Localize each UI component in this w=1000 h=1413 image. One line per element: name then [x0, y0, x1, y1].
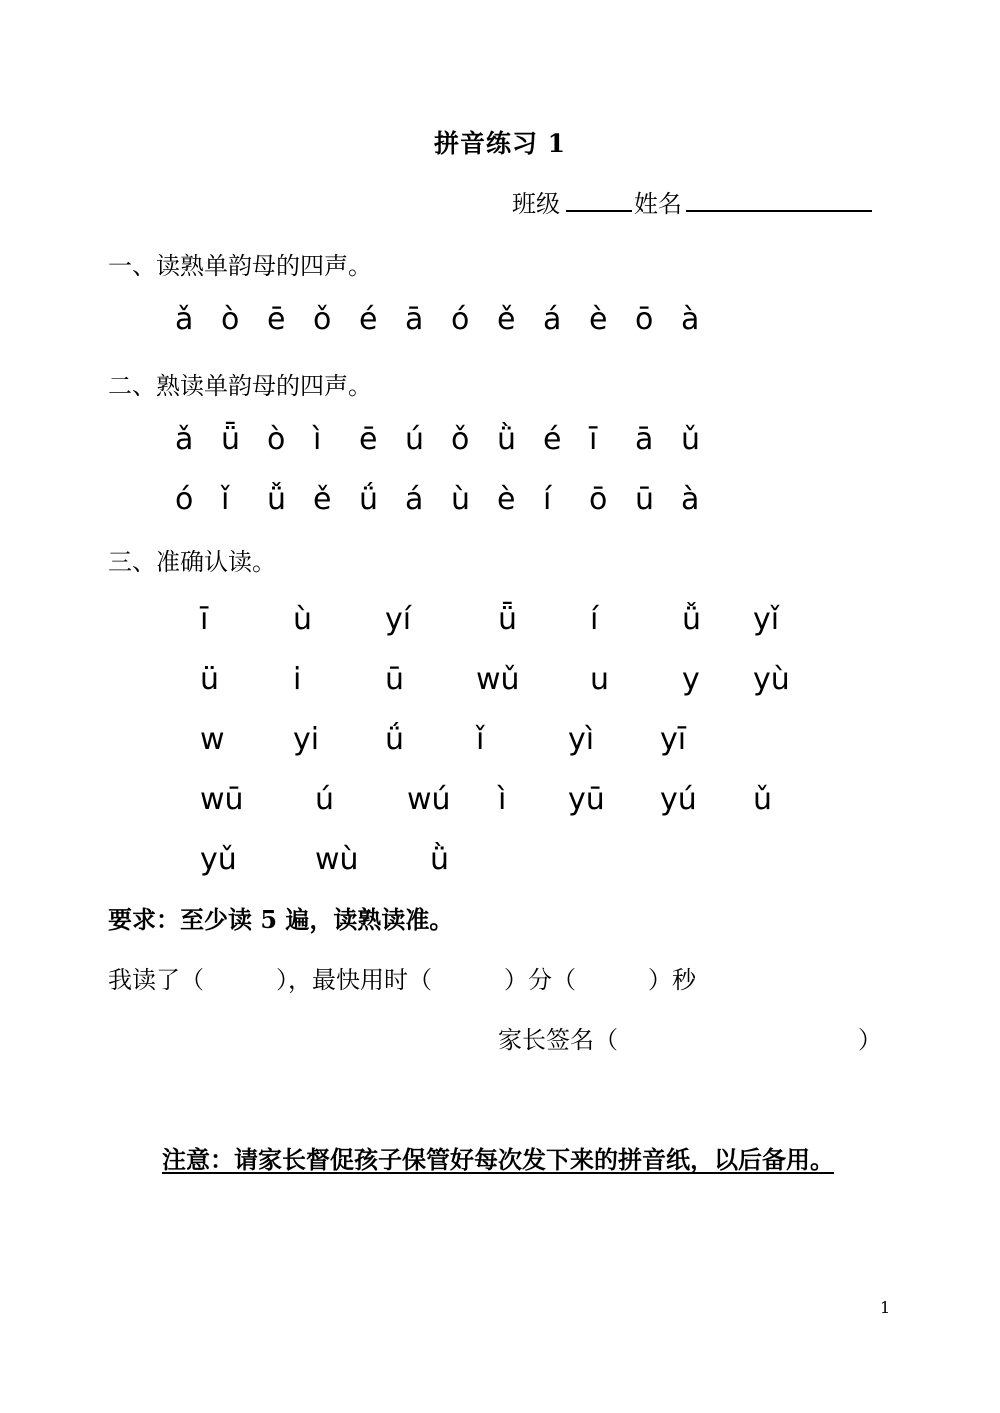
pinyin-syllable: ǎ	[175, 302, 194, 337]
name-label: 姓名	[634, 190, 682, 218]
pinyin-syllable: ì	[313, 422, 322, 457]
pinyin-syllable: ā	[405, 302, 424, 337]
pinyin-syllable: w	[200, 722, 225, 757]
pinyin-syllable: yǔ	[200, 842, 237, 877]
pinyin-syllable: é	[543, 422, 562, 457]
pinyin-syllable: yū	[568, 782, 605, 817]
pinyin-syllable: à	[681, 482, 700, 517]
pinyin-syllable: ē	[359, 422, 378, 457]
pinyin-syllable: ě	[313, 482, 332, 517]
requirement-text: 要求：至少读 5 遍，读熟读准。	[108, 905, 454, 934]
pinyin-syllable: ū	[385, 662, 405, 697]
pinyin-syllable: ǜ	[430, 842, 450, 877]
pinyin-syllable: ī	[200, 602, 209, 637]
pinyin-syllable: yí	[385, 602, 412, 637]
pinyin-syllable: ǖ	[221, 422, 241, 457]
pinyin-syllable: é	[359, 302, 378, 337]
pinyin-syllable: wū	[200, 782, 244, 817]
pinyin-syllable: ò	[221, 302, 240, 337]
pinyin-syllable: ǎ	[175, 422, 194, 457]
pinyin-syllable: ü	[200, 662, 220, 697]
pinyin-syllable: ǘ	[385, 722, 405, 757]
pinyin-syllable: u	[590, 662, 610, 697]
pinyin-syllable: ǔ	[681, 422, 701, 457]
pinyin-syllable: ò	[267, 422, 286, 457]
pinyin-syllable: ǐ	[221, 482, 230, 517]
pinyin-syllable: á	[405, 482, 424, 517]
pinyin-syllable: è	[589, 302, 608, 337]
pinyin-syllable: wú	[407, 782, 451, 817]
pinyin-syllable: ū	[635, 482, 655, 517]
pinyin-syllable: ú	[405, 422, 425, 457]
pinyin-syllable: y	[682, 662, 700, 697]
pinyin-syllable: wǔ	[476, 662, 520, 697]
pinyin-syllable: ē	[267, 302, 286, 337]
parent-signature[interactable]: 家长签名（ ）	[498, 1026, 882, 1054]
pinyin-syllable: ǐ	[476, 722, 485, 757]
pinyin-syllable: ó	[451, 302, 470, 337]
name-blank-line[interactable]	[686, 184, 872, 212]
pinyin-syllable: wù	[315, 842, 359, 877]
page-title: 拼音练习 1	[433, 129, 567, 158]
pinyin-syllable: ù	[293, 602, 313, 637]
reading-record[interactable]: 我读了（ ），最快用时（ ）分（ ）秒	[108, 966, 696, 994]
pinyin-syllable: yù	[753, 662, 790, 697]
pinyin-syllable: ì	[498, 782, 507, 817]
section2-pinyin-row-1	[175, 422, 727, 457]
pinyin-syllable: i	[293, 662, 302, 697]
pinyin-syllable: ǚ	[682, 602, 702, 637]
pinyin-syllable: á	[543, 302, 562, 337]
pinyin-syllable: yǐ	[753, 602, 780, 637]
pinyin-syllable: ǒ	[313, 302, 332, 337]
pinyin-syllable: ǘ	[359, 482, 379, 517]
pinyin-syllable: ō	[635, 302, 654, 337]
class-label: 班级	[512, 190, 560, 218]
pinyin-syllable: yú	[660, 782, 697, 817]
pinyin-syllable: ǚ	[267, 482, 287, 517]
pinyin-syllable: ó	[175, 482, 194, 517]
pinyin-syllable: í	[590, 602, 599, 637]
note-text: 注意：请家长督促孩子保管好每次发下来的拼音纸，以后备用。	[162, 1145, 834, 1174]
pinyin-syllable: ō	[589, 482, 608, 517]
pinyin-syllable: ǖ	[498, 602, 518, 637]
pinyin-syllable: ā	[635, 422, 654, 457]
pinyin-syllable: ī	[589, 422, 598, 457]
pinyin-syllable: ú	[315, 782, 335, 817]
section2-pinyin-row-2	[175, 482, 727, 517]
section1-pinyin-row	[175, 302, 727, 337]
pinyin-syllable: ǜ	[497, 422, 517, 457]
class-blank-line[interactable]	[566, 184, 632, 212]
pinyin-syllable: í	[543, 482, 552, 517]
pinyin-syllable: ǔ	[753, 782, 773, 817]
pinyin-syllable: à	[681, 302, 700, 337]
pinyin-syllable: yi	[293, 722, 320, 757]
pinyin-syllable: è	[497, 482, 516, 517]
pinyin-syllable: ù	[451, 482, 471, 517]
section2-heading: 二、熟读单韵母的四声。	[108, 372, 372, 400]
pinyin-syllable: ě	[497, 302, 516, 337]
section1-heading: 一、读熟单韵母的四声。	[108, 252, 372, 280]
pinyin-syllable: yì	[568, 722, 595, 757]
section3-heading: 三、准确认读。	[108, 548, 276, 576]
page-number: 1	[880, 1298, 891, 1317]
pinyin-syllable: yī	[660, 722, 687, 757]
pinyin-syllable: ǒ	[451, 422, 470, 457]
